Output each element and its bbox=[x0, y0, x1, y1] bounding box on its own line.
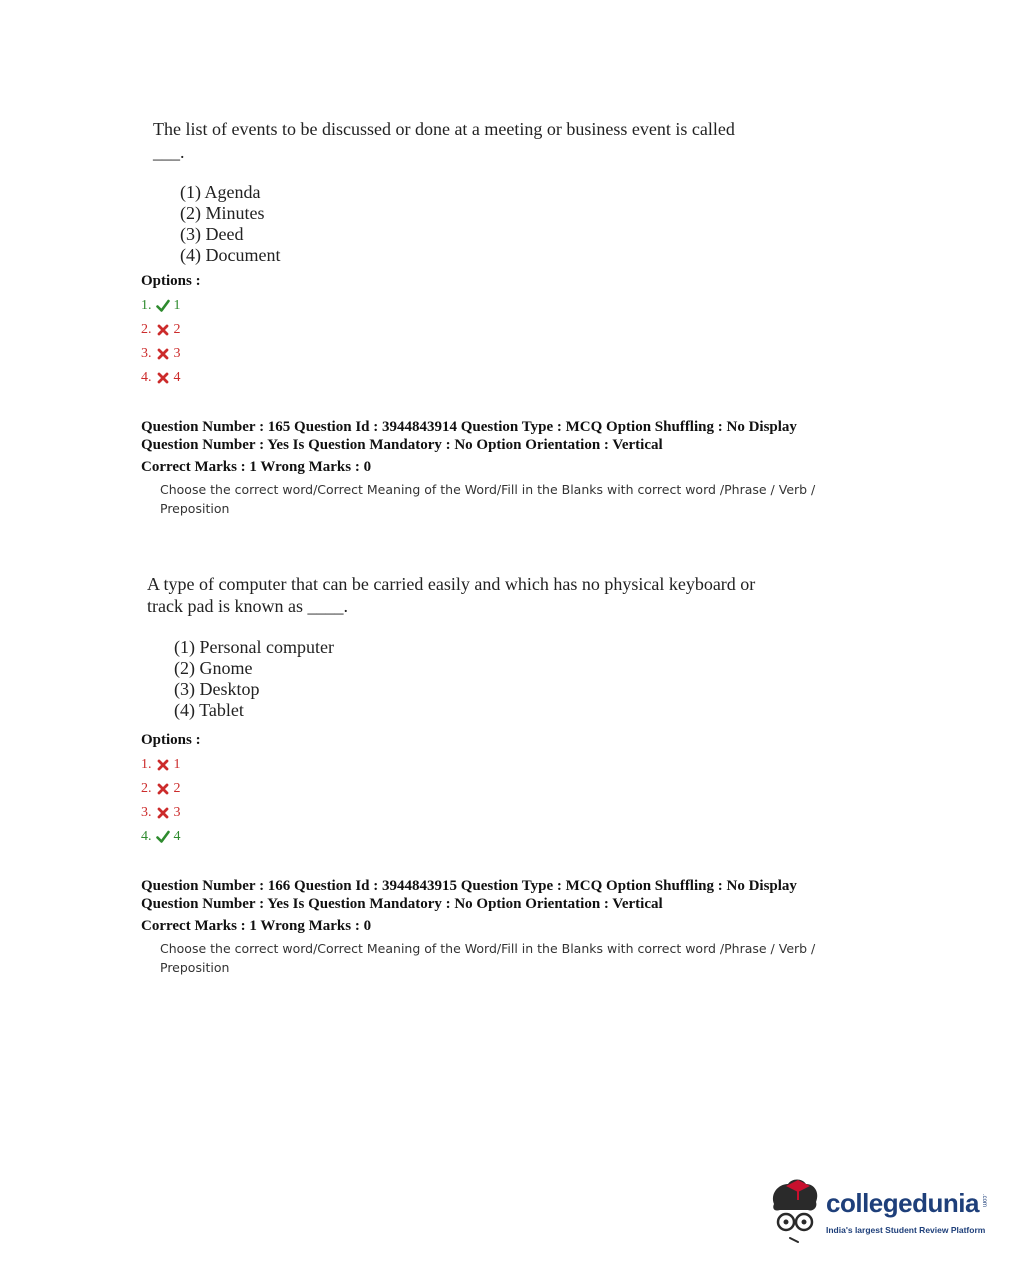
instruction-line: Preposition bbox=[160, 960, 230, 975]
cross-icon bbox=[156, 806, 170, 820]
choice-item: (3) Deed bbox=[180, 224, 244, 244]
instruction-line: Choose the correct word/Correct Meaning of the Word/Fill in the Blanks with correct word /Phrase / Verb / bbox=[160, 941, 816, 956]
question-164-stem: The list of events to be discussed or done at a meeting or business event is called bbox=[153, 119, 735, 139]
mascot-icon bbox=[768, 1176, 826, 1248]
question-166-meta: Question Number : Yes Is Question Mandatory : No Option Orientation : Vertical bbox=[141, 896, 663, 912]
option-number: 1. bbox=[141, 298, 152, 313]
options-label: Options : bbox=[141, 732, 201, 748]
question-165-instruction bbox=[160, 480, 840, 518]
collegedunia-logo bbox=[768, 1176, 998, 1248]
question-166-meta: Question Number : 166 Question Id : 3944843915 Question Type : MCQ Option Shuffling : No Display bbox=[141, 878, 797, 894]
choice-item: (2) Gnome bbox=[174, 658, 253, 678]
cross-icon bbox=[156, 758, 170, 772]
instruction-line: Preposition bbox=[160, 501, 230, 516]
choice-item: (4) Document bbox=[180, 245, 281, 265]
logo-word: collegedunia bbox=[826, 1188, 979, 1218]
question-165-stem bbox=[147, 573, 755, 617]
option-row bbox=[141, 297, 181, 315]
option-number: 3. bbox=[141, 346, 152, 361]
option-value: 2 bbox=[173, 781, 181, 796]
option-number: 2. bbox=[141, 781, 152, 796]
option-row bbox=[141, 345, 181, 363]
option-row bbox=[141, 780, 181, 798]
question-165-marks: Correct Marks : 1 Wrong Marks : 0 bbox=[141, 459, 372, 475]
question-165-choices bbox=[174, 637, 334, 721]
option-value: 1 bbox=[173, 298, 181, 313]
logo-tagline: India's largest Student Review Platform bbox=[826, 1225, 986, 1235]
check-icon bbox=[156, 299, 170, 313]
options-label: Options : bbox=[141, 273, 201, 289]
option-row bbox=[141, 321, 181, 339]
cross-icon bbox=[156, 323, 170, 337]
choice-item: (3) Desktop bbox=[174, 679, 260, 699]
logo-com: .com bbox=[981, 1194, 987, 1208]
option-number: 4. bbox=[141, 829, 152, 844]
option-value: 1 bbox=[173, 757, 181, 772]
choice-item: (4) Tablet bbox=[174, 700, 244, 720]
instruction-line: Choose the correct word/Correct Meaning of the Word/Fill in the Blanks with correct word /Phrase / Verb / bbox=[160, 482, 816, 497]
option-number: 1. bbox=[141, 757, 152, 772]
question-164-blank: ___. bbox=[153, 142, 185, 162]
option-value: 4 bbox=[173, 370, 181, 385]
question-165-meta: Question Number : 165 Question Id : 3944843914 Question Type : MCQ Option Shuffling : No Display bbox=[141, 419, 797, 435]
choice-item: (1) Personal computer bbox=[174, 637, 334, 657]
check-icon bbox=[156, 830, 170, 844]
option-value: 3 bbox=[173, 346, 181, 361]
option-row bbox=[141, 828, 181, 846]
option-row bbox=[141, 756, 181, 774]
choice-item: (2) Minutes bbox=[180, 203, 265, 223]
option-row bbox=[141, 804, 181, 822]
stem-line: track pad is known as ____. bbox=[147, 596, 348, 616]
cross-icon bbox=[156, 347, 170, 361]
option-value: 3 bbox=[173, 805, 181, 820]
question-166-instruction bbox=[160, 939, 840, 977]
stem-line: A type of computer that can be carried easily and which has no physical keyboard or bbox=[147, 574, 756, 594]
option-number: 4. bbox=[141, 370, 152, 385]
logo-wordmark bbox=[826, 1188, 979, 1219]
question-166-marks: Correct Marks : 1 Wrong Marks : 0 bbox=[141, 918, 372, 934]
option-value: 4 bbox=[173, 829, 181, 844]
question-164-choices bbox=[180, 182, 280, 266]
question-165-meta: Question Number : Yes Is Question Mandatory : No Option Orientation : Vertical bbox=[141, 437, 663, 453]
option-row bbox=[141, 369, 181, 387]
option-number: 3. bbox=[141, 805, 152, 820]
cross-icon bbox=[156, 371, 170, 385]
cross-icon bbox=[156, 782, 170, 796]
option-value: 2 bbox=[173, 322, 181, 337]
choice-item: (1) Agenda bbox=[180, 182, 261, 202]
option-number: 2. bbox=[141, 322, 152, 337]
